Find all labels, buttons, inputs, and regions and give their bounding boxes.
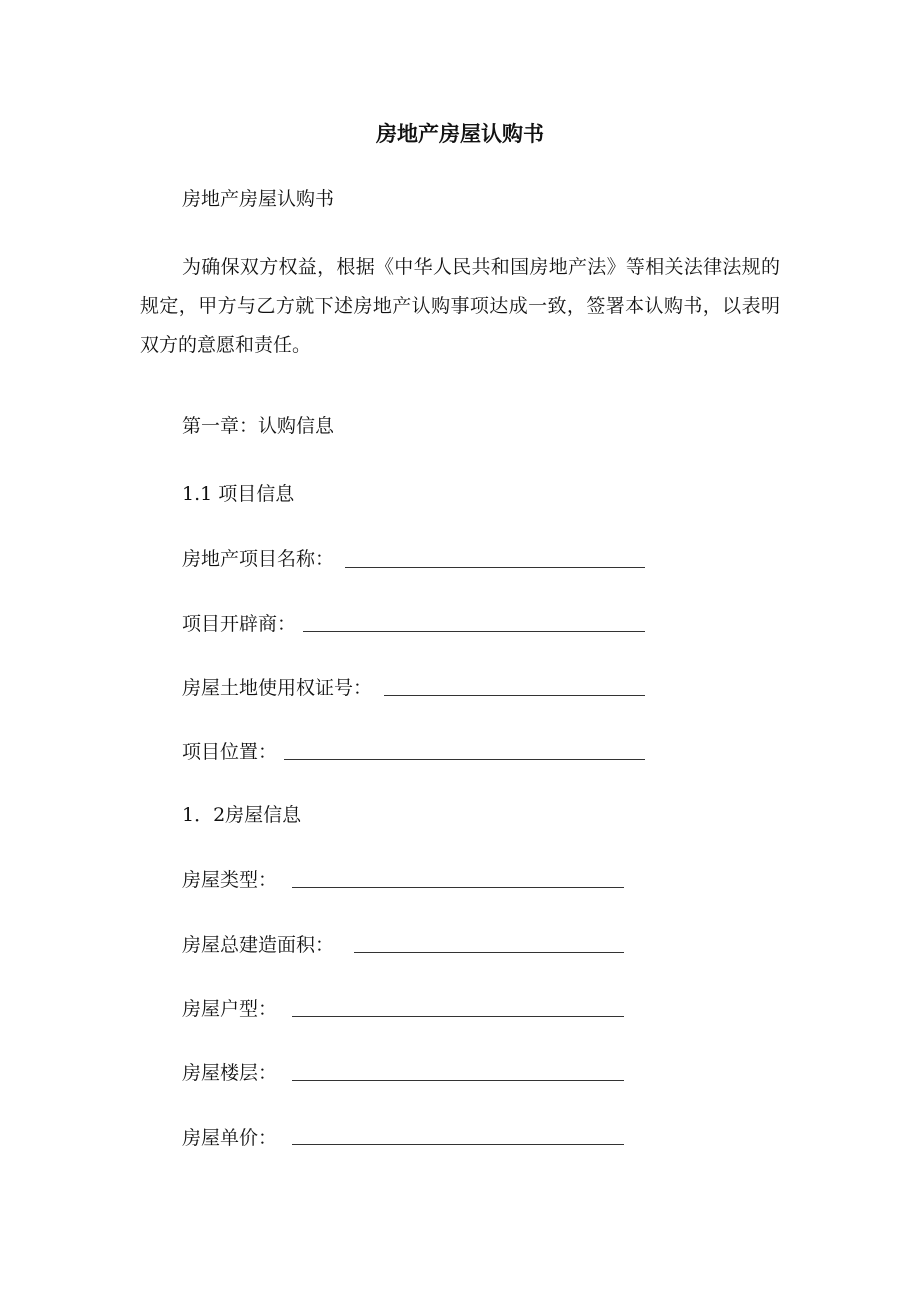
field-label-land-certificate: 房屋土地使用权证号： (182, 677, 373, 699)
field-label-location: 项目位置： (182, 741, 278, 763)
blank-layout[interactable] (292, 1016, 624, 1017)
blank-location[interactable] (284, 759, 645, 760)
section-heading-house: 1．2房屋信息 (182, 804, 302, 826)
blank-floor[interactable] (292, 1080, 624, 1081)
chapter-heading: 第一章：认购信息 (182, 415, 335, 437)
section-heading-project: 1.1 项目信息 (182, 483, 295, 505)
field-label-unit-price: 房屋单价： (182, 1127, 278, 1149)
blank-developer[interactable] (303, 631, 645, 632)
field-label-house-type: 房屋类型： (182, 869, 278, 891)
field-label-floor-area: 房屋总建造面积： (182, 934, 335, 956)
document-title: 房地产房屋认购书 (376, 122, 544, 146)
field-label-developer: 项目开辟商： (182, 613, 297, 635)
field-label-floor: 房屋楼层： (182, 1062, 278, 1084)
blank-land-certificate[interactable] (384, 695, 645, 696)
field-label-project-name: 房地产项目名称： (182, 548, 335, 570)
blank-unit-price[interactable] (292, 1144, 624, 1145)
intro-paragraph: 为确保双方权益，根据《中华人民共和国房地产法》等相关法律法规的规定，甲方与乙方就下述房地产认购事项达成一致，签署本认购书，以表明双方的意愿和责任。 (140, 256, 780, 356)
blank-project-name[interactable] (345, 567, 645, 568)
document-subtitle: 房地产房屋认购书 (182, 188, 335, 210)
blank-floor-area[interactable] (354, 952, 624, 953)
field-label-layout: 房屋户型： (182, 998, 278, 1020)
blank-house-type[interactable] (292, 887, 624, 888)
